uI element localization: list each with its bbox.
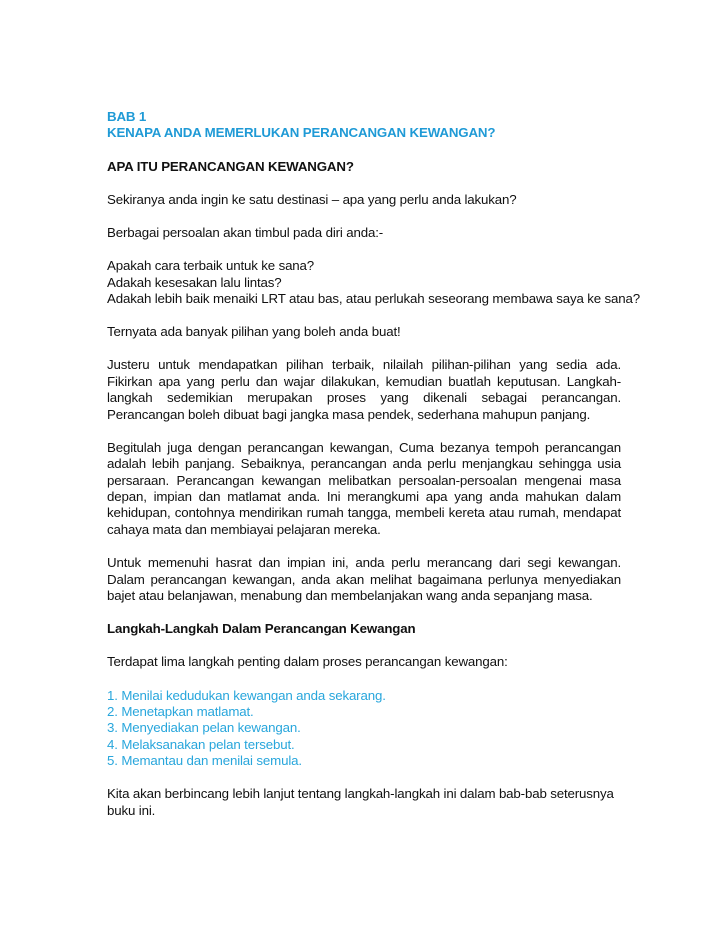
question-item: Adakah kesesakan lalu lintas? [107, 274, 282, 290]
step-item: 3. Menyediakan pelan kewangan. [107, 720, 301, 736]
section-heading-what-is: APA ITU PERANCANGAN KEWANGAN? [107, 158, 354, 174]
paragraph-closing: Kita akan berbincang lebih lanjut tentang langkah-langkah ini dalam bab-bab seterusnya buku ini. [107, 786, 614, 818]
step-item: 4. Melaksanakan pelan tersebut. [107, 736, 295, 752]
paragraph-destination: Sekiranya anda ingin ke satu destinasi – apa yang perlu anda lakukan? [107, 191, 517, 207]
paragraph-steps-intro: Terdapat lima langkah penting dalam proses perancangan kewangan: [107, 654, 508, 670]
chapter-number: BAB 1 [107, 109, 147, 124]
document-page [107, 109, 641, 819]
question-item: Adakah lebih baik menaiki LRT atau bas, atau perlukah seseorang membawa saya ke sana? [107, 291, 641, 307]
section-heading-steps: Langkah-Langkah Dalam Perancangan Kewangan [107, 621, 416, 637]
question-list [107, 258, 641, 307]
paragraph-financial-planning: Begitulah juga dengan perancangan kewangan, Cuma bezanya tempoh perancangan adalah lebih panjang. Sebaiknya, perancangan anda perlu menjangkau sehingga usia persaraan. Perancangan kewangan melibatkan persoalan-persoalan mengenai masa depan, impian dan matlamat anda. Ini merangkumi apa yang anda mahukan dalam kehidupan, contohnya mendirikan rumah tangga, membeli kereta atau rumah, mendapat cahaya mata dan membiayai pelajaran mereka. [107, 439, 621, 537]
paragraph-many-choices: Ternyata ada banyak pilihan yang boleh anda buat! [107, 324, 401, 340]
step-item: 5. Memantau dan menilai semula. [107, 753, 302, 769]
steps-list [107, 688, 621, 770]
step-item: 2. Menetapkan matlamat. [107, 703, 254, 719]
paragraph-questions-intro: Berbagai persoalan akan timbul pada diri anda:- [107, 225, 384, 241]
chapter-title: KENAPA ANDA MEMERLUKAN PERANCANGAN KEWANGAN? [107, 125, 496, 141]
step-item: 1. Menilai kedudukan kewangan anda sekarang. [107, 687, 386, 703]
paragraph-fulfil-dreams: Untuk memenuhi hasrat dan impian ini, anda perlu merancang dari segi kewangan. Dalam perancangan kewangan, anda akan melihat bagaimana perlunya menyediakan bajet atau belanjawan, menabung dan membelanjakan wang anda sepanjang masa. [107, 555, 621, 603]
question-item: Apakah cara terbaik untuk ke sana? [107, 258, 315, 274]
paragraph-best-choice: Justeru untuk mendapatkan pilihan terbaik, nilailah pilihan-pilihan yang sedia ada. Fikirkan apa yang perlu dan wajar dilakukan, kemudian buatlah keputusan. Langkah-langkah sedemikian merupakan proses yang dikenali sebagai perancangan. Perancangan boleh dibuat bagi jangka masa pendek, sederhana mahupun panjang. [107, 357, 621, 422]
